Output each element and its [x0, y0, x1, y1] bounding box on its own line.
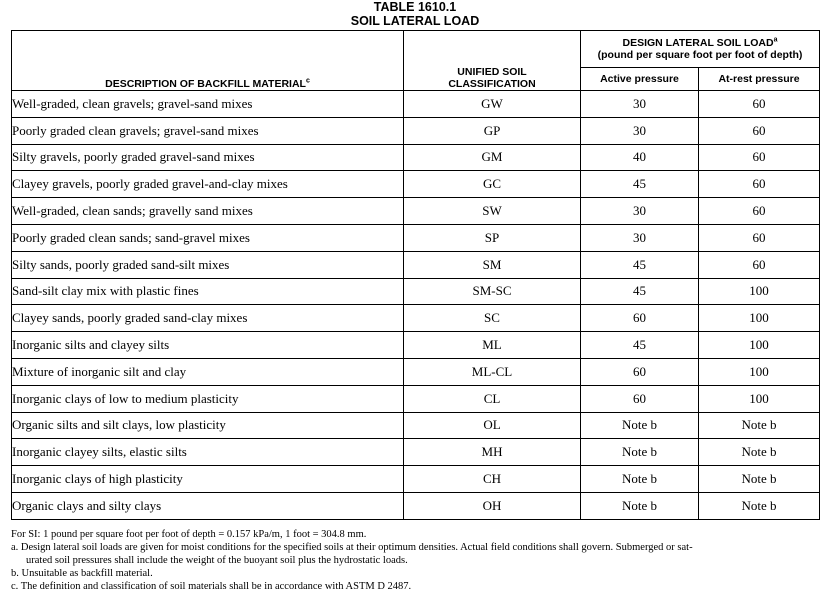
material-description-cell: Poorly graded clean sands; sand-gravel mixes [12, 224, 404, 251]
table-row [12, 198, 820, 225]
unified-classification-cell: SW [404, 198, 581, 225]
active-pressure-cell: Note b [581, 439, 699, 466]
material-description-cell: Well-graded, clean gravels; gravel-sand mixes [12, 91, 404, 118]
at-rest-pressure-cell: 100 [699, 358, 820, 385]
active-pressure-cell: Note b [581, 466, 699, 493]
table-row [12, 466, 820, 493]
table-row [12, 91, 820, 118]
at-rest-pressure-cell: 60 [699, 198, 820, 225]
material-description-cell: Inorganic clays of low to medium plasticity [12, 385, 404, 412]
at-rest-pressure-cell: 60 [699, 117, 820, 144]
active-pressure-cell: 45 [581, 171, 699, 198]
material-description-cell: Mixture of inorganic silt and clay [12, 358, 404, 385]
footnote-c: c. The definition and classification of soil materials shall be in accordance with ASTM D 2487. [11, 581, 412, 592]
unified-classification-cell: GW [404, 91, 581, 118]
unified-classification-cell: SP [404, 224, 581, 251]
active-pressure-cell: 45 [581, 332, 699, 359]
at-rest-pressure-cell: 60 [699, 144, 820, 171]
material-description-cell: Clayey sands, poorly graded sand-clay mixes [12, 305, 404, 332]
at-rest-pressure-cell: 60 [699, 91, 820, 118]
header-unified-line2: CLASSIFICATION [448, 78, 536, 90]
unified-classification-cell: SM [404, 251, 581, 278]
at-rest-pressure-cell: 100 [699, 278, 820, 305]
footnote-a: a. Design lateral soil loads are given for moist conditions for the specified soils at their optimum densities. Actual field conditions shall govern. Submerged or sat- [11, 542, 693, 553]
unified-classification-cell: OH [404, 492, 581, 519]
header-design-load [581, 31, 820, 68]
material-description-cell: Poorly graded clean gravels; gravel-sand mixes [12, 117, 404, 144]
material-description-cell: Organic silts and silt clays, low plasticity [12, 412, 404, 439]
table-row [12, 144, 820, 171]
unified-classification-cell: GM [404, 144, 581, 171]
header-description [12, 31, 404, 91]
header-unified-classification [404, 31, 581, 91]
header-load-note: a [773, 36, 778, 44]
at-rest-pressure-cell: 100 [699, 305, 820, 332]
footnote-a-continued: urated soil pressures shall include the weight of the buoyant soil plus the hydrostatic loads. [26, 555, 408, 566]
active-pressure-cell: 30 [581, 91, 699, 118]
material-description-cell: Silty gravels, poorly graded gravel-sand mixes [12, 144, 404, 171]
table-row [12, 332, 820, 359]
table-row [12, 358, 820, 385]
table-row [12, 412, 820, 439]
unified-classification-cell: SC [404, 305, 581, 332]
unified-classification-cell: ML [404, 332, 581, 359]
at-rest-pressure-cell: 60 [699, 251, 820, 278]
at-rest-pressure-cell: 100 [699, 332, 820, 359]
active-pressure-cell: 45 [581, 278, 699, 305]
table-row [12, 492, 820, 519]
table-row [12, 251, 820, 278]
material-description-cell: Sand-silt clay mix with plastic fines [12, 278, 404, 305]
material-description-cell: Inorganic silts and clayey silts [12, 332, 404, 359]
active-pressure-cell: 30 [581, 117, 699, 144]
at-rest-pressure-cell: Note b [699, 492, 820, 519]
table-row [12, 305, 820, 332]
table-row [12, 385, 820, 412]
table-row [12, 278, 820, 305]
header-unified-line1: UNIFIED SOIL [457, 66, 527, 78]
material-description-cell: Inorganic clays of high plasticity [12, 466, 404, 493]
table-row [12, 171, 820, 198]
header-description-text: DESCRIPTION OF BACKFILL MATERIAL [105, 78, 306, 90]
header-description-note: c [305, 77, 310, 85]
unified-classification-cell: CL [404, 385, 581, 412]
at-rest-pressure-cell: 100 [699, 385, 820, 412]
unified-classification-cell: CH [404, 466, 581, 493]
active-pressure-cell: Note b [581, 492, 699, 519]
soil-lateral-load-table [11, 30, 820, 520]
unified-classification-cell: MH [404, 439, 581, 466]
active-pressure-cell: 60 [581, 305, 699, 332]
table-number: TABLE 1610.1 [373, 0, 457, 14]
unified-classification-cell: OL [404, 412, 581, 439]
table-row [12, 224, 820, 251]
material-description-cell: Inorganic clayey silts, elastic silts [12, 439, 404, 466]
header-load-line2: (pound per square foot per foot of depth) [597, 49, 803, 61]
active-pressure-cell: 60 [581, 385, 699, 412]
footnote-si: For SI: 1 pound per square foot per foot of depth = 0.157 kPa/m, 1 foot = 304.8 mm. [11, 529, 367, 540]
active-pressure-cell: Note b [581, 412, 699, 439]
active-pressure-cell: 30 [581, 198, 699, 225]
unified-classification-cell: GC [404, 171, 581, 198]
at-rest-pressure-cell: 60 [699, 171, 820, 198]
header-active-pressure: Active pressure [581, 68, 699, 91]
unified-classification-cell: SM-SC [404, 278, 581, 305]
table-name: SOIL LATERAL LOAD [350, 14, 480, 28]
table-body [12, 91, 820, 520]
active-pressure-cell: 40 [581, 144, 699, 171]
active-pressure-cell: 60 [581, 358, 699, 385]
at-rest-pressure-cell: 60 [699, 224, 820, 251]
active-pressure-cell: 30 [581, 224, 699, 251]
table-row [12, 439, 820, 466]
at-rest-pressure-cell: Note b [699, 466, 820, 493]
material-description-cell: Organic clays and silty clays [12, 492, 404, 519]
table-footnotes [11, 528, 826, 593]
at-rest-pressure-cell: Note b [699, 439, 820, 466]
unified-classification-cell: ML-CL [404, 358, 581, 385]
active-pressure-cell: 45 [581, 251, 699, 278]
material-description-cell: Well-graded, clean sands; gravelly sand mixes [12, 198, 404, 225]
material-description-cell: Silty sands, poorly graded sand-silt mixes [12, 251, 404, 278]
material-description-cell: Clayey gravels, poorly graded gravel-and-clay mixes [12, 171, 404, 198]
table-row [12, 117, 820, 144]
table-title [0, 0, 830, 28]
footnote-b: b. Unsuitable as backfill material. [11, 568, 153, 579]
unified-classification-cell: GP [404, 117, 581, 144]
header-load-line1: DESIGN LATERAL SOIL LOAD [622, 37, 774, 49]
header-at-rest-pressure: At-rest pressure [699, 68, 820, 91]
at-rest-pressure-cell: Note b [699, 412, 820, 439]
